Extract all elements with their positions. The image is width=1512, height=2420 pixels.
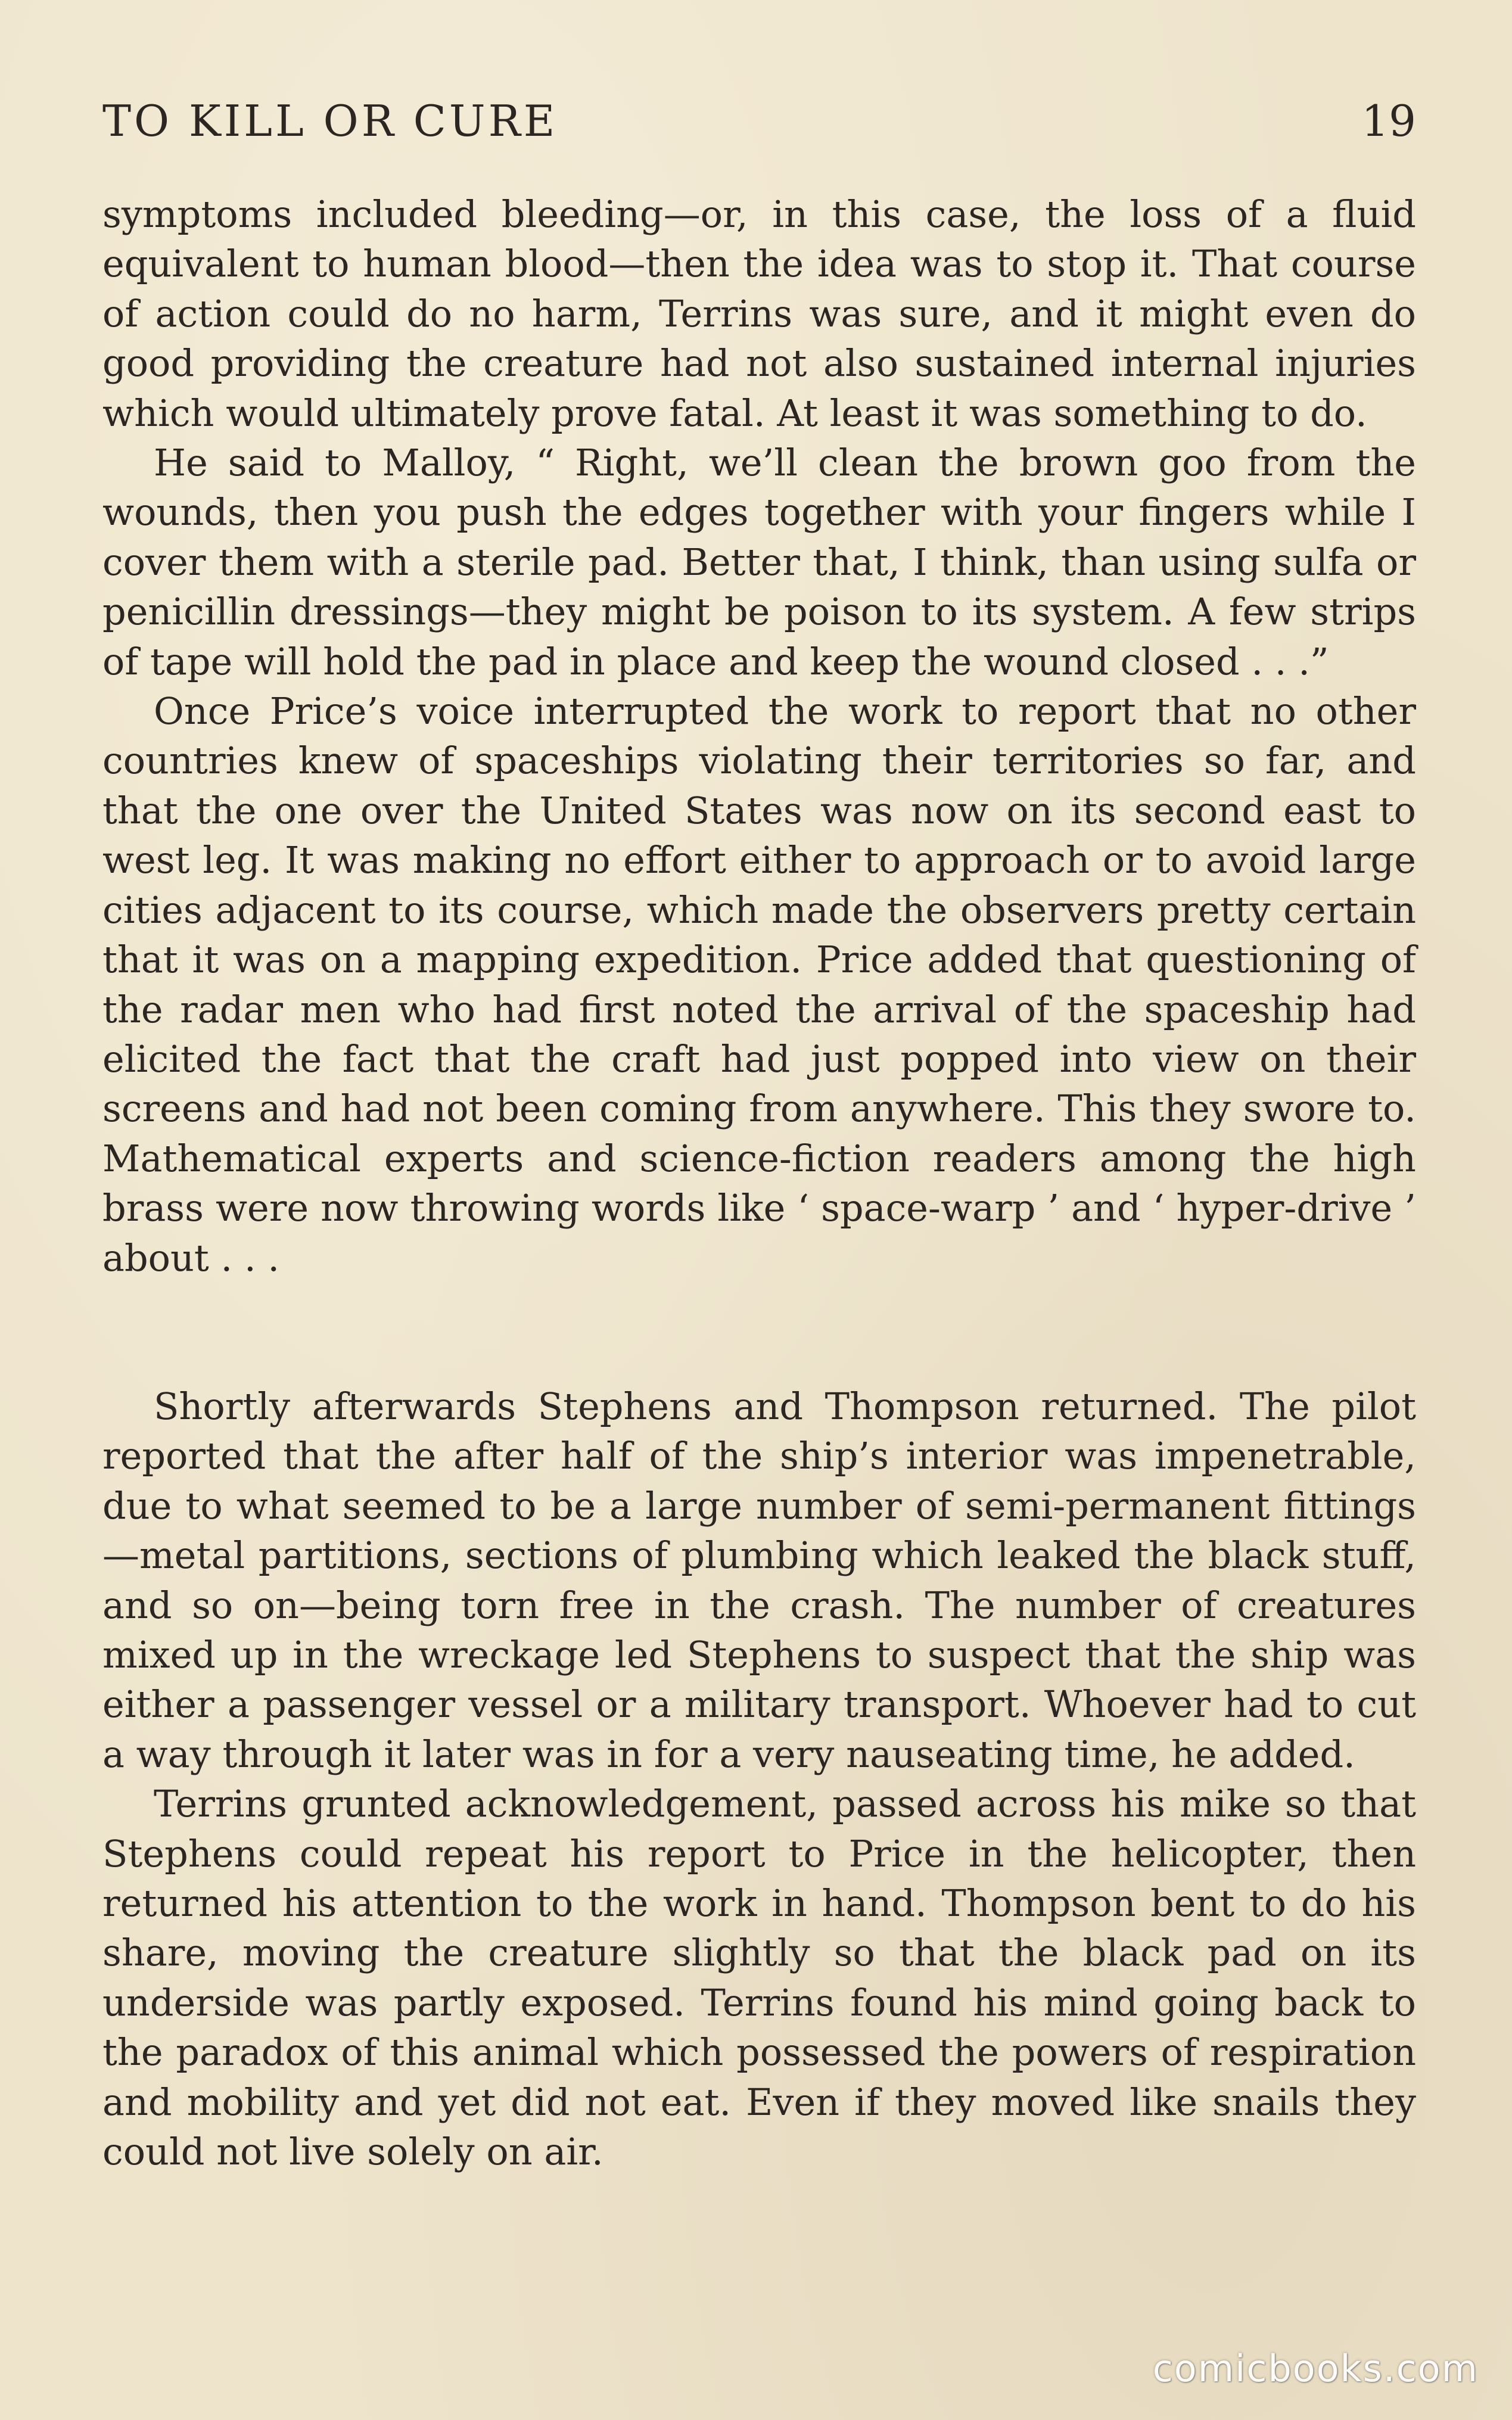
paragraph-5: Terrins grunted acknowledgement, passed across his mike so that Stephens could repeat his report to Price in the helicopter, then returned his attention to the work in hand. Thompson bent to do his share, moving the creature slightly so that the black pad on its underside was partly exposed. Terrins found his mind going back to the paradox of this animal which possessed the powers of respiration and mobility and yet did not eat. Even if they moved like snails they could not live solely on air. (102, 1782, 1416, 2174)
paragraph-4: Shortly afterwards Stephens and Thompson returned. The pilot reported that the after half of the ship’s interior was impenetrable, due to what seemed to be a large number of semi-permanent fittings—metal partitions, sections of plumbing which leaked the black stuff, and so on—being torn free in the crash. The number of creatures mixed up in the wreckage led Stephens to suspect that the ship was either a passenger vessel or a military transport. Whoever had to cut a way through it later was in for a very nauseating time, he added. (102, 1384, 1416, 1776)
watermark: comicbooks.com (1152, 2347, 1479, 2390)
page-header (102, 88, 1416, 154)
running-head: TO KILL OR CURE (102, 96, 558, 146)
body-text (102, 189, 1416, 2176)
page-number: 19 (1361, 96, 1416, 146)
section-break (102, 1283, 1416, 1382)
paragraph-1: symptoms included bleeding—or, in this case, the loss of a fluid equivalent to human blood—then the idea was to stop it. That course of action could do no harm, Terrins was sure, and it might even do good providing the creature had not also sustained internal injuries which would ultimately prove fatal. At least it was something to do. (102, 192, 1416, 435)
paragraph-3: Once Price’s voice interrupted the work to report that no other countries knew of spaceships violating their territories so far, and that the one over the United States was now on its second east to west leg. It was making no effort either to approach or to avoid large cities adjacent to its course, which made the observers pretty certain that it was on a mapping expedition. Price added that questioning of the radar men who had first noted the arrival of the spaceship had elicited the fact that the craft had just popped into view on their screens and had not been coming from anywhere. This they swore to. Mathematical experts and science-fiction readers among the high brass were now throwing words like ‘ space-warp ’ and ‘ hyper-drive ’ about . . . (102, 689, 1416, 1280)
paragraph-2: He said to Malloy, “ Right, we’ll clean the brown goo from the wounds, then you push the edges together with your fingers while I cover them with a sterile pad. Better that, I think, than using sulfa or penicillin dressings—they might be poison to its system. A few strips of tape will hold the pad in place and keep the wound closed . . .” (102, 441, 1416, 683)
